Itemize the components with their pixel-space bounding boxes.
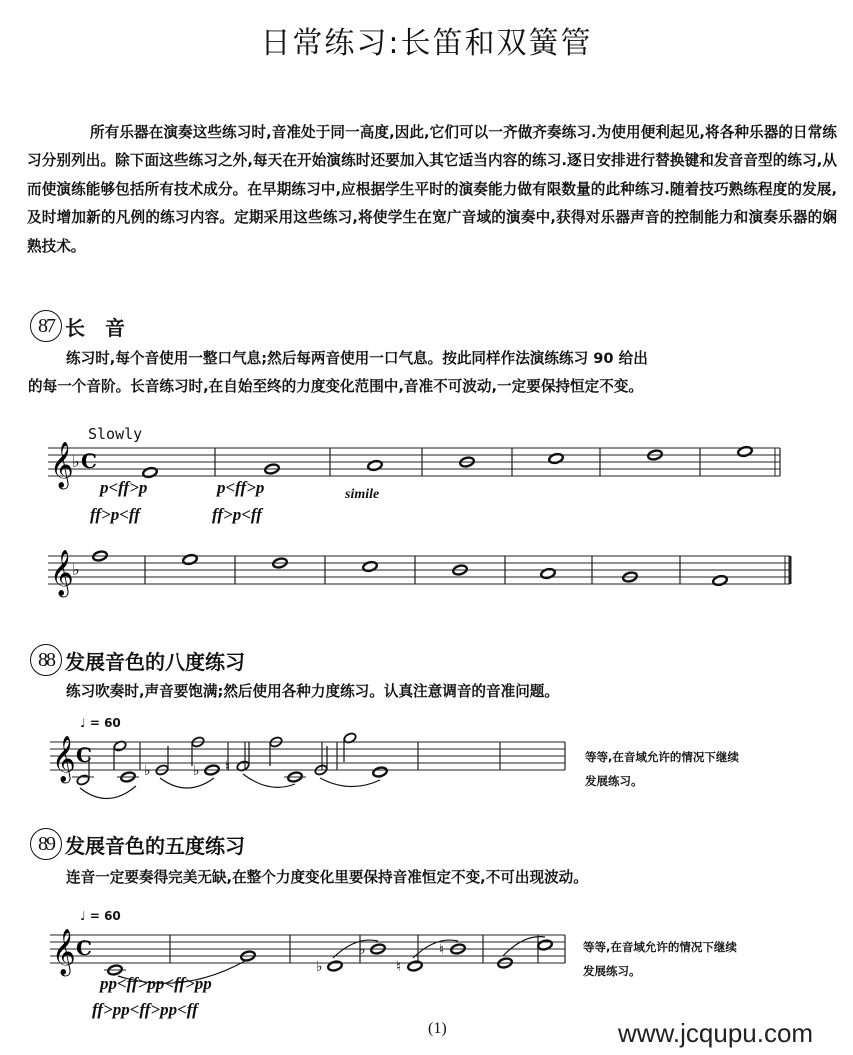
flat-icon: ♭ xyxy=(72,452,80,471)
section-89-text: 连音一定要奏得完美无缺,在整个力度变化里要保持音准恒定不变,不可出现波动。 xyxy=(66,869,588,886)
dynamics-1b: p<ff>p xyxy=(217,478,265,497)
section-title: 发展音色的八度练习 xyxy=(65,649,245,674)
whole-note xyxy=(372,766,388,778)
whole-note xyxy=(712,575,728,587)
natural-icon: ♮ xyxy=(225,759,231,775)
section-number: 87 xyxy=(30,310,62,342)
whole-note xyxy=(737,446,753,458)
page-number: (1) xyxy=(428,1020,447,1037)
flat-icon: ♭ xyxy=(316,959,323,975)
simile-marking: simile xyxy=(345,487,380,502)
flat-icon: ♭ xyxy=(193,763,200,779)
whole-note xyxy=(540,568,556,580)
continue-note-2: 发展练习。 xyxy=(583,964,641,978)
slur xyxy=(160,778,214,788)
flat-icon: ♭ xyxy=(72,560,80,579)
section-number: 89 xyxy=(30,828,62,860)
continue-note-1: 等等,在音域允许的情况下继续 xyxy=(585,750,739,764)
whole-note xyxy=(362,561,378,573)
tempo-marking: ♩ = 60 xyxy=(80,909,121,923)
common-time-icon: C xyxy=(81,449,97,473)
slur xyxy=(80,786,136,799)
flat-icon: ♭ xyxy=(359,942,366,958)
dynamics-1a: p<ff>p xyxy=(100,478,148,497)
slur xyxy=(243,774,295,787)
natural-icon: ♮ xyxy=(439,942,445,958)
treble-clef-icon: 𝄞 xyxy=(50,550,74,596)
dynamics-1: pp<ff>pp<ff>pp xyxy=(100,974,212,993)
intro-paragraph: 所有乐器在演奏这些练习时,音准处于同一高度,因此,它们可以一齐做齐奏练习.为使用便利起见,将各种乐器的日常练习分别列出。除下面这些练习之外,每天在开始演练时还要加入其它适当内容的练习.逐日安排进行替换键和发音音型的练习,从而使演练能够包括所有技术成分。在早期练习中,应根据学生平时的演奏能力做有限数量的此种练习.随着技巧熟练程度的发展,及时增加新的凡例的练习内容。定期采用这些练习,将使学生在宽广音域的演奏中,获得对乐器声音的控制能力和演奏乐器的娴熟技术。 xyxy=(27,124,837,255)
whole-note xyxy=(142,467,158,479)
section-88-text: 练习吹奏时,声音要饱满;然后使用各种力度练习。认真注意调音的音准问题。 xyxy=(66,683,559,700)
watermark: www.jcqupu.com xyxy=(618,1018,814,1048)
treble-clef-icon: 𝄞 xyxy=(52,736,76,782)
section-87-text-1: 练习时,每个音使用一整口气息;然后每两音使用一口气息。按此同样作法演练练习 90 给出 xyxy=(66,350,648,367)
dynamics-2b: ff>p<ff xyxy=(212,505,262,524)
page-title: 日常练习:长笛和双簧管 xyxy=(260,26,593,61)
section-title: 长 音 xyxy=(65,315,125,340)
section-title: 发展音色的五度练习 xyxy=(65,833,245,858)
whole-note xyxy=(407,960,423,972)
continue-note-2: 发展练习。 xyxy=(585,774,643,788)
continue-note-1: 等等,在音域允许的情况下继续 xyxy=(583,940,737,954)
dynamics-2: ff>pp<ff>pp<ff xyxy=(92,1000,198,1019)
treble-clef-icon: 𝄞 xyxy=(50,442,74,488)
common-time-icon: C xyxy=(76,936,92,960)
slur xyxy=(320,778,380,787)
treble-clef-icon: 𝄞 xyxy=(52,929,76,975)
section-87-text-2: 的每一个音阶。长音练习时,在自始至终的力度变化范围中,音准不可波动,一定要保持恒定不变。 xyxy=(28,378,643,395)
whole-note xyxy=(182,554,198,566)
tempo-marking: ♩ = 60 xyxy=(80,716,121,730)
natural-icon: ♮ xyxy=(396,959,402,975)
section-number: 88 xyxy=(30,644,62,676)
flat-icon: ♭ xyxy=(144,763,151,779)
whole-note xyxy=(327,960,343,972)
whole-note xyxy=(548,453,564,465)
common-time-icon: C xyxy=(76,743,92,767)
whole-note xyxy=(367,460,383,472)
tempo-marking: Slowly xyxy=(88,425,143,443)
half-note xyxy=(76,774,90,786)
dynamics-2a: ff>p<ff xyxy=(90,505,140,524)
slur xyxy=(118,961,245,983)
